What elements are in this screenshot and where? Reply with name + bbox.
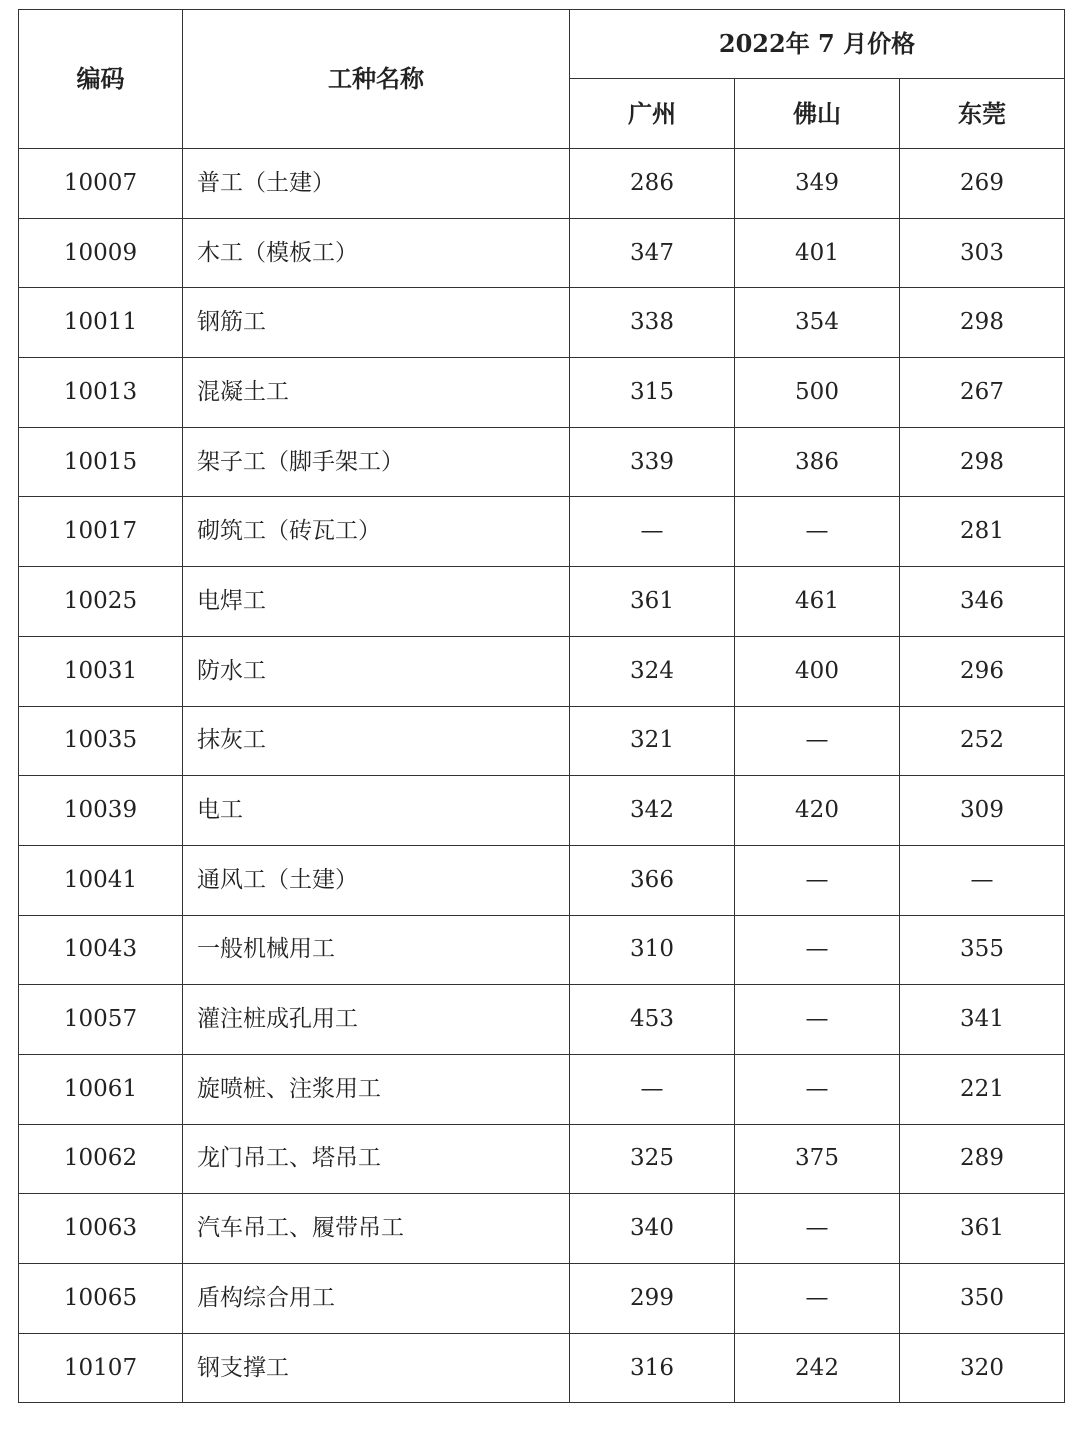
header-city-dongguan: 东莞 — [900, 79, 1065, 149]
table-row — [19, 1054, 1065, 1124]
table-row — [19, 706, 1065, 776]
cell-guangzhou: 310 — [570, 915, 735, 985]
cell-dongguan: 346 — [900, 567, 1065, 637]
cell-name: 盾构综合用工 — [183, 1264, 570, 1334]
cell-code: 10011 — [19, 288, 183, 358]
cell-foshan: — — [735, 497, 900, 567]
cell-name: 架子工（脚手架工） — [183, 427, 570, 497]
cell-code: 10062 — [19, 1124, 183, 1194]
cell-name: 龙门吊工、塔吊工 — [183, 1124, 570, 1194]
cell-dongguan: 252 — [900, 706, 1065, 776]
table-row — [19, 1124, 1065, 1194]
cell-foshan: — — [735, 1194, 900, 1264]
cell-code: 10007 — [19, 149, 183, 219]
header-city-guangzhou: 广州 — [570, 79, 735, 149]
cell-dongguan: 341 — [900, 985, 1065, 1055]
cell-guangzhou: 361 — [570, 567, 735, 637]
cell-foshan: — — [735, 845, 900, 915]
table-row — [19, 497, 1065, 567]
cell-foshan: 420 — [735, 776, 900, 846]
table-row — [19, 218, 1065, 288]
cell-guangzhou: 325 — [570, 1124, 735, 1194]
cell-foshan: — — [735, 1264, 900, 1334]
table-row — [19, 985, 1065, 1055]
cell-dongguan: 355 — [900, 915, 1065, 985]
cell-code: 10063 — [19, 1194, 183, 1264]
cell-name: 一般机械用工 — [183, 915, 570, 985]
cell-code: 10107 — [19, 1333, 183, 1403]
table-row — [19, 776, 1065, 846]
cell-foshan: — — [735, 706, 900, 776]
cell-name: 汽车吊工、履带吊工 — [183, 1194, 570, 1264]
labor-price-table — [18, 9, 1065, 1403]
header-city-foshan: 佛山 — [735, 79, 900, 149]
cell-foshan: 354 — [735, 288, 900, 358]
cell-guangzhou: 453 — [570, 985, 735, 1055]
cell-code: 10025 — [19, 567, 183, 637]
cell-foshan: 500 — [735, 358, 900, 428]
cell-code: 10017 — [19, 497, 183, 567]
cell-guangzhou: 339 — [570, 427, 735, 497]
cell-code: 10015 — [19, 427, 183, 497]
cell-dongguan: 309 — [900, 776, 1065, 846]
cell-name: 通风工（土建） — [183, 845, 570, 915]
header-code: 编码 — [19, 10, 183, 149]
cell-dongguan: 303 — [900, 218, 1065, 288]
table-row — [19, 288, 1065, 358]
cell-guangzhou: 342 — [570, 776, 735, 846]
cell-code: 10061 — [19, 1054, 183, 1124]
cell-guangzhou: 324 — [570, 636, 735, 706]
cell-guangzhou: 340 — [570, 1194, 735, 1264]
cell-foshan: 242 — [735, 1333, 900, 1403]
cell-dongguan: — — [900, 845, 1065, 915]
cell-code: 10031 — [19, 636, 183, 706]
cell-dongguan: 267 — [900, 358, 1065, 428]
cell-name: 钢筋工 — [183, 288, 570, 358]
table-row — [19, 845, 1065, 915]
cell-name: 防水工 — [183, 636, 570, 706]
cell-code: 10039 — [19, 776, 183, 846]
cell-code: 10013 — [19, 358, 183, 428]
cell-guangzhou: 338 — [570, 288, 735, 358]
cell-dongguan: 320 — [900, 1333, 1065, 1403]
table-row — [19, 149, 1065, 219]
cell-guangzhou: 315 — [570, 358, 735, 428]
cell-name: 抹灰工 — [183, 706, 570, 776]
cell-dongguan: 298 — [900, 427, 1065, 497]
table-row — [19, 427, 1065, 497]
cell-dongguan: 361 — [900, 1194, 1065, 1264]
cell-foshan: 400 — [735, 636, 900, 706]
cell-foshan: — — [735, 1054, 900, 1124]
cell-code: 10065 — [19, 1264, 183, 1334]
cell-foshan: 461 — [735, 567, 900, 637]
cell-guangzhou: 299 — [570, 1264, 735, 1334]
cell-foshan: — — [735, 915, 900, 985]
cell-foshan: 349 — [735, 149, 900, 219]
header-price-group: 2022年 7 月价格 — [570, 10, 1065, 79]
cell-name: 砌筑工（砖瓦工） — [183, 497, 570, 567]
table-row — [19, 358, 1065, 428]
cell-code: 10057 — [19, 985, 183, 1055]
cell-code: 10035 — [19, 706, 183, 776]
table-row — [19, 1333, 1065, 1403]
cell-name: 电焊工 — [183, 567, 570, 637]
cell-guangzhou: — — [570, 497, 735, 567]
cell-guangzhou: 286 — [570, 149, 735, 219]
table-row — [19, 915, 1065, 985]
cell-dongguan: 298 — [900, 288, 1065, 358]
cell-guangzhou: 366 — [570, 845, 735, 915]
cell-dongguan: 281 — [900, 497, 1065, 567]
cell-dongguan: 269 — [900, 149, 1065, 219]
cell-name: 木工（模板工） — [183, 218, 570, 288]
cell-guangzhou: 321 — [570, 706, 735, 776]
cell-code: 10043 — [19, 915, 183, 985]
table-body — [19, 149, 1065, 1403]
header-name: 工种名称 — [183, 10, 570, 149]
table-row — [19, 1264, 1065, 1334]
price-table-container — [18, 9, 1065, 1403]
cell-guangzhou: 347 — [570, 218, 735, 288]
cell-guangzhou: — — [570, 1054, 735, 1124]
cell-foshan: 375 — [735, 1124, 900, 1194]
cell-foshan: 386 — [735, 427, 900, 497]
table-row — [19, 1194, 1065, 1264]
cell-name: 旋喷桩、注浆用工 — [183, 1054, 570, 1124]
cell-dongguan: 221 — [900, 1054, 1065, 1124]
cell-name: 灌注桩成孔用工 — [183, 985, 570, 1055]
cell-name: 钢支撑工 — [183, 1333, 570, 1403]
table-row — [19, 636, 1065, 706]
cell-guangzhou: 316 — [570, 1333, 735, 1403]
cell-code: 10009 — [19, 218, 183, 288]
cell-name: 电工 — [183, 776, 570, 846]
cell-dongguan: 350 — [900, 1264, 1065, 1334]
cell-dongguan: 296 — [900, 636, 1065, 706]
cell-name: 混凝土工 — [183, 358, 570, 428]
cell-dongguan: 289 — [900, 1124, 1065, 1194]
cell-foshan: — — [735, 985, 900, 1055]
cell-code: 10041 — [19, 845, 183, 915]
cell-foshan: 401 — [735, 218, 900, 288]
table-row — [19, 567, 1065, 637]
cell-name: 普工（土建） — [183, 149, 570, 219]
